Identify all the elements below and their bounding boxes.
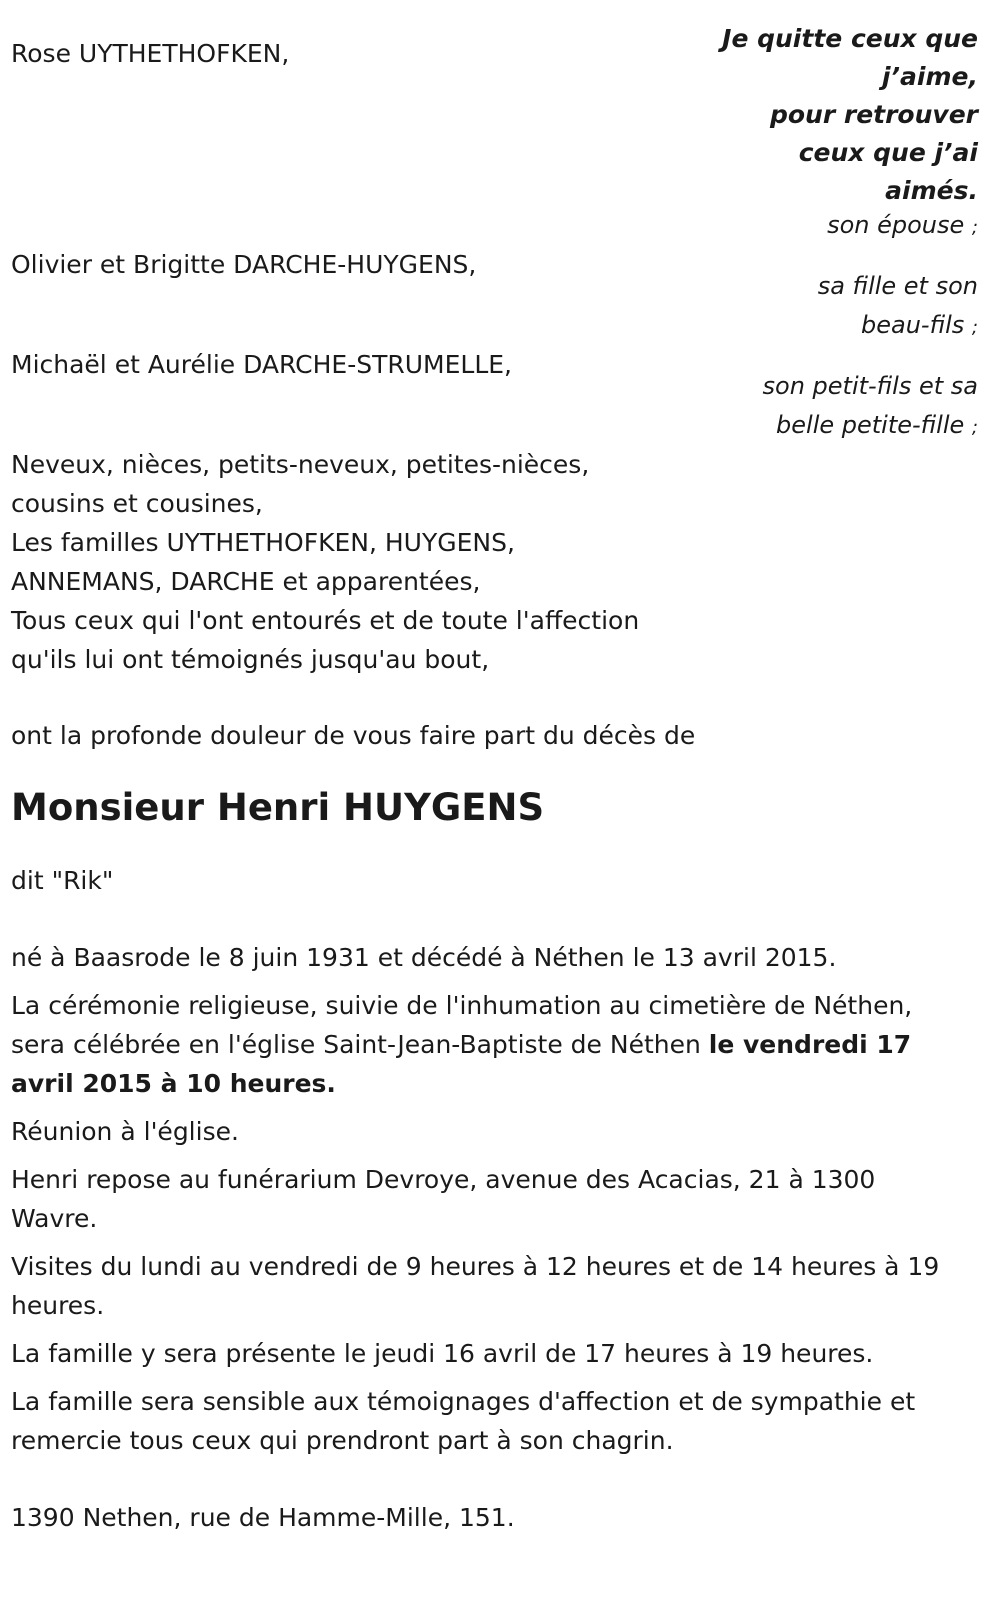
family-line-relatives-2: cousins et cousines, — [11, 489, 263, 518]
relation-separator: ; — [971, 317, 978, 338]
ceremony-line-2: sera célébrée en l'église Saint-Jean-Baptiste de Néthen — [11, 1030, 709, 1059]
relation-grandson — [678, 367, 978, 447]
relation-daughter-label-2: beau-fils — [861, 311, 965, 339]
thanks-paragraph — [11, 1382, 971, 1460]
rest-line-2: Wavre. — [11, 1204, 98, 1233]
family-line-families-2: ANNEMANS, DARCHE et apparentées, — [11, 567, 481, 596]
family-line-others-1: Tous ceux qui l'ont entourés et de toute l'affection — [11, 606, 640, 635]
relation-spouse-label: son épouse — [827, 211, 965, 239]
family-presence: La famille y sera présente le jeudi 16 avril de 17 heures à 19 heures. — [11, 1339, 874, 1368]
ceremony-line-1: La cérémonie religieuse, suivie de l'inhumation au cimetière de Néthen, — [11, 991, 913, 1020]
quote-line: ceux que j’ai — [798, 138, 978, 167]
rest-line-1: Henri repose au funérarium Devroye, avenue des Acacias, 21 à 1300 — [11, 1165, 876, 1194]
announcement: ont la profonde douleur de vous faire part du décès de — [11, 721, 696, 750]
visits-line-1: Visites du lundi au vendredi de 9 heures à 12 heures et de 14 heures à 19 — [11, 1252, 940, 1281]
birth-death: né à Baasrode le 8 juin 1931 et décédé à Néthen le 13 avril 2015. — [11, 943, 837, 972]
relation-daughter — [678, 267, 978, 347]
thanks-line-1: La famille sera sensible aux témoignages d'affection et de sympathie et — [11, 1387, 916, 1416]
quote-line: pour retrouver — [769, 100, 978, 129]
relation-spouse — [678, 206, 978, 247]
family-line-families-1: Les familles UYTHETHOFKEN, HUYGENS, — [11, 528, 515, 557]
quote-line: j’aime, — [881, 62, 978, 91]
family-line-spouse: Rose UYTHETHOFKEN, — [11, 39, 290, 68]
deceased-nickname: dit "Rik" — [11, 866, 114, 895]
obituary-body — [11, 716, 971, 1537]
quote-line: aimés. — [885, 176, 978, 205]
rest-paragraph — [11, 1160, 971, 1238]
family-line-relatives-1: Neveux, nièces, petits-neveux, petites-nièces, — [11, 450, 590, 479]
visits-paragraph — [11, 1247, 971, 1325]
relation-grandson-label-1: son petit-fils et sa — [762, 372, 978, 400]
relation-separator: ; — [971, 217, 978, 238]
family-line-others-2: qu'ils lui ont témoignés jusqu'au bout, — [11, 645, 490, 674]
family-line-grandson: Michaël et Aurélie DARCHE-STRUMELLE, — [11, 350, 512, 379]
deceased-name: Monsieur Henri HUYGENS — [11, 786, 545, 829]
quote-line: Je quitte ceux que — [722, 24, 978, 53]
meeting-info: Réunion à l'église. — [11, 1117, 239, 1146]
memorial-quote — [708, 20, 978, 210]
visits-line-2: heures. — [11, 1291, 105, 1320]
ceremony-date-2: avril 2015 à 10 heures. — [11, 1069, 336, 1098]
family-list — [11, 34, 731, 679]
ceremony-date-1: le vendredi 17 — [708, 1030, 912, 1059]
address: 1390 Nethen, rue de Hamme-Mille, 151. — [11, 1503, 515, 1532]
relation-grandson-label-2: belle petite-fille — [776, 411, 965, 439]
relation-daughter-label-1: sa fille et son — [817, 272, 978, 300]
relation-separator: ; — [971, 417, 978, 438]
family-line-daughter: Olivier et Brigitte DARCHE-HUYGENS, — [11, 250, 477, 279]
ceremony-paragraph — [11, 986, 971, 1103]
thanks-line-2: remercie tous ceux qui prendront part à son chagrin. — [11, 1426, 674, 1455]
